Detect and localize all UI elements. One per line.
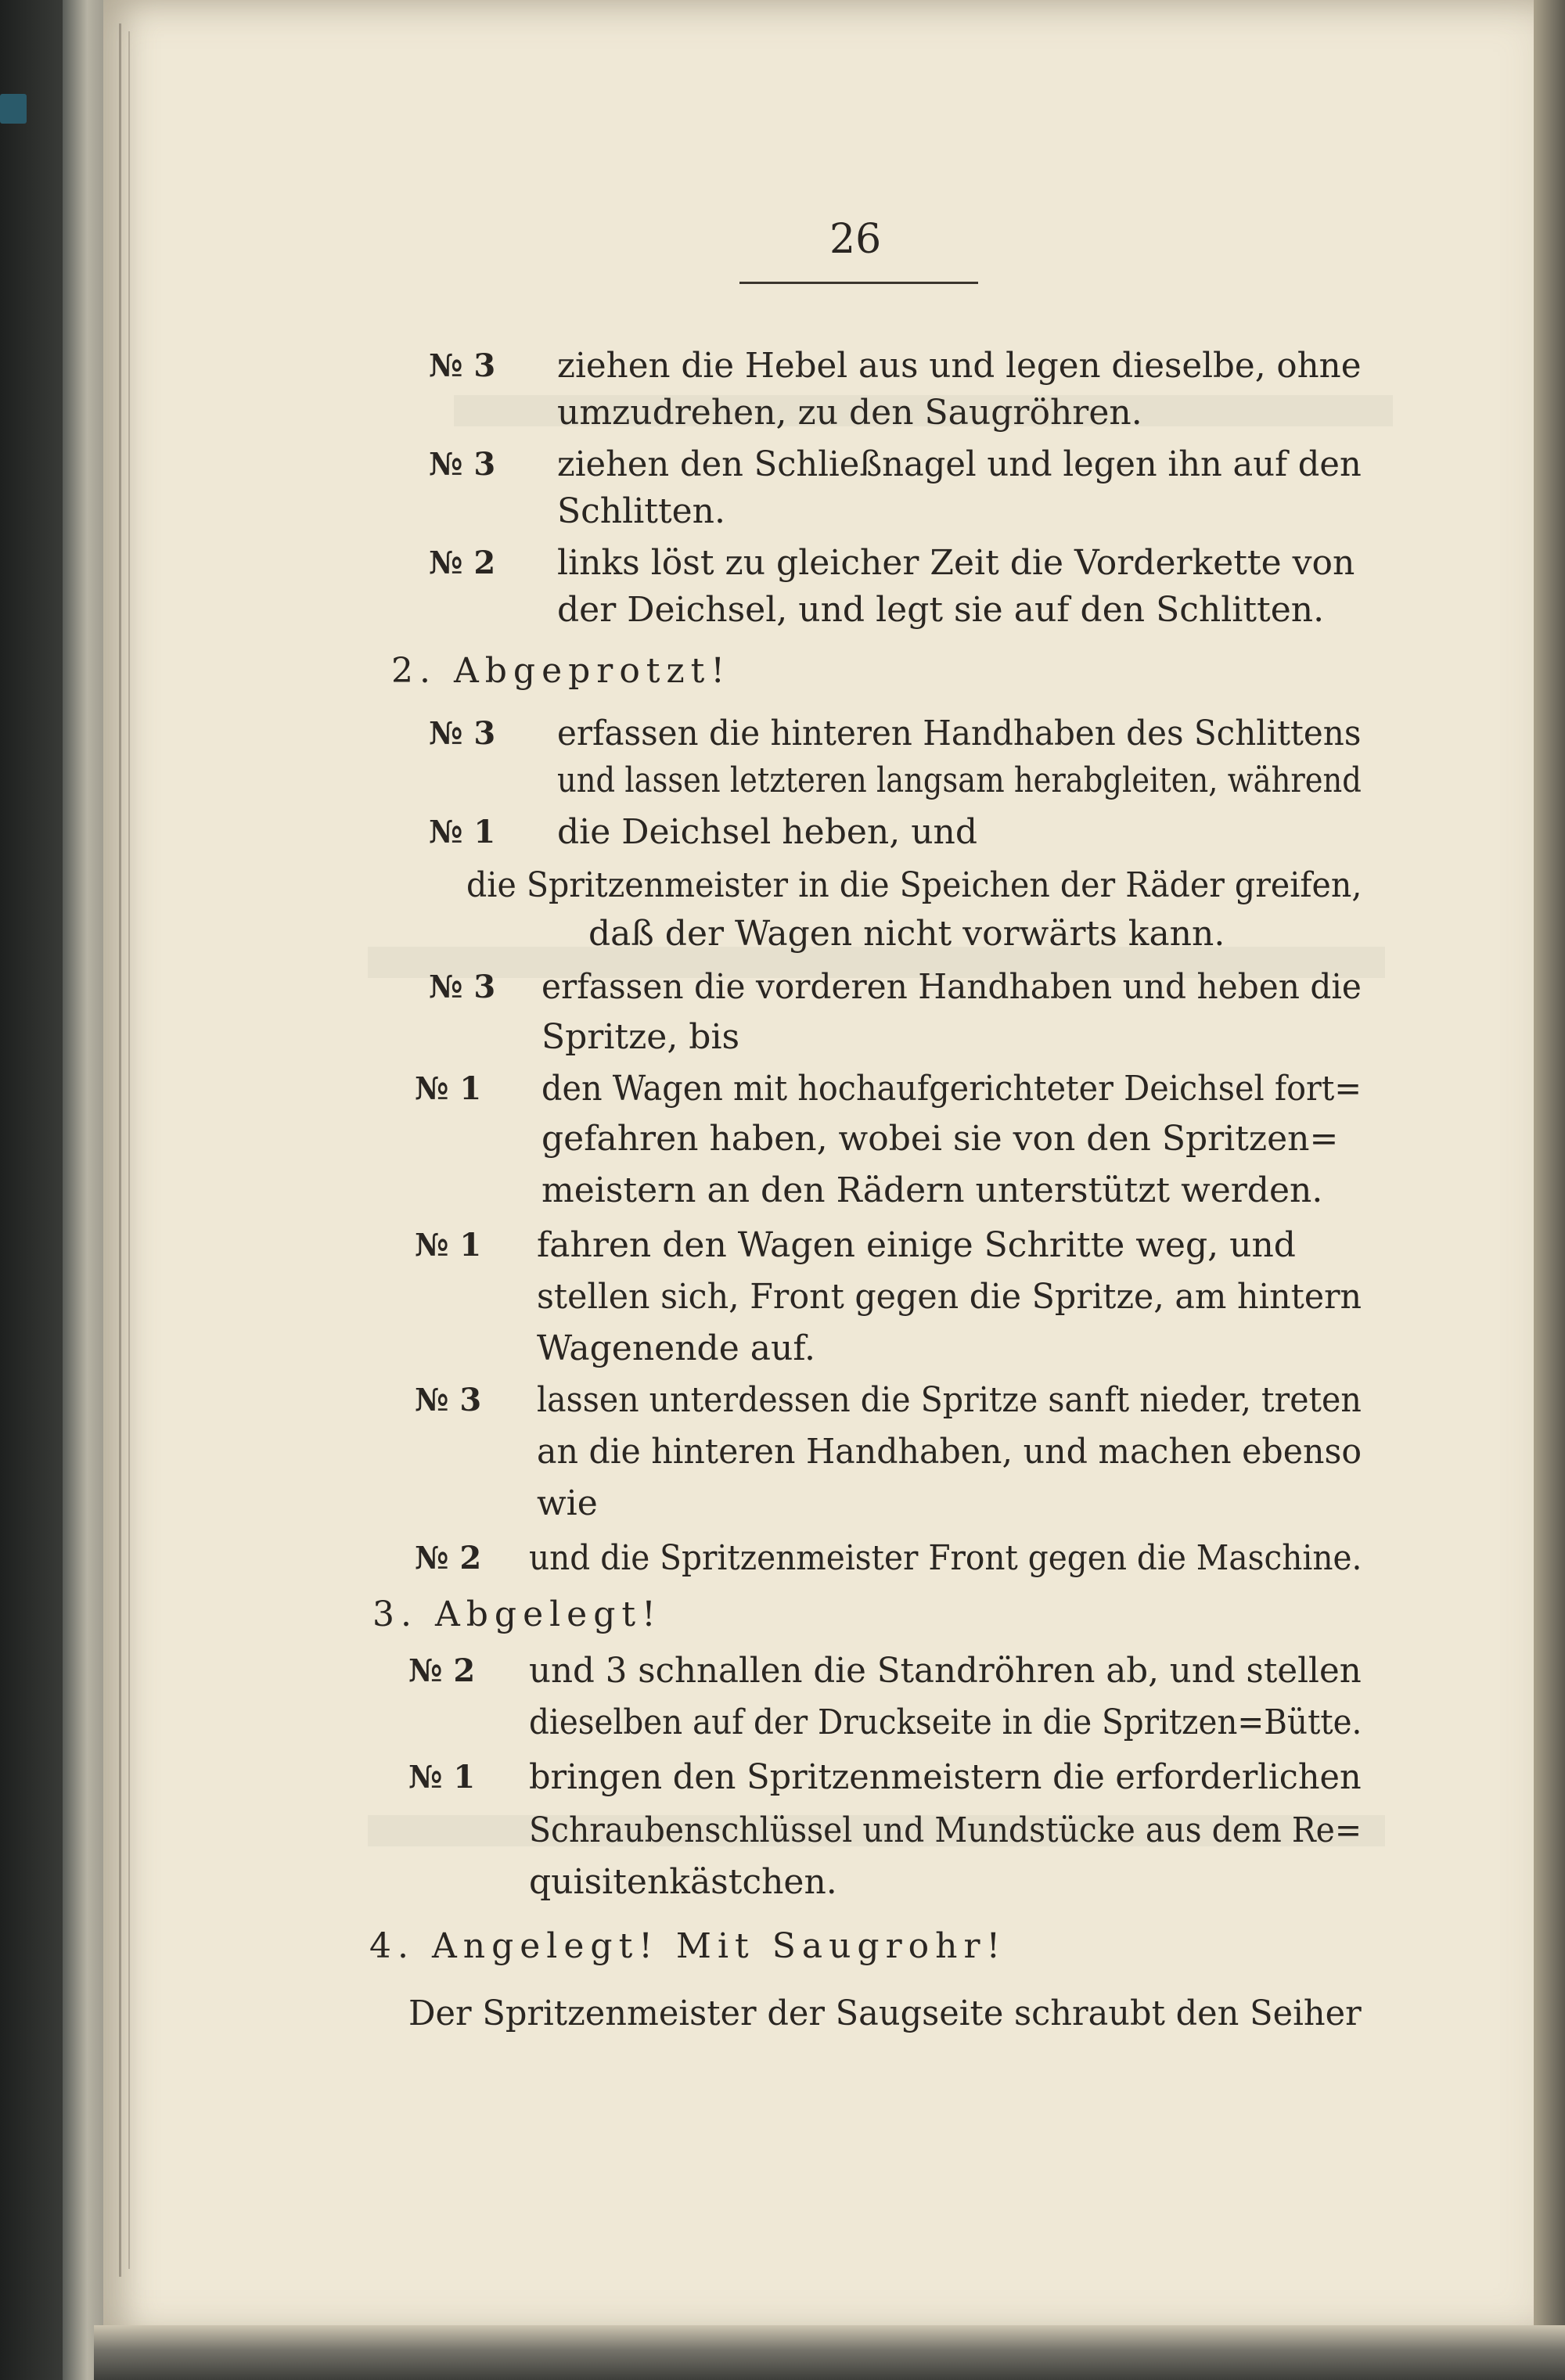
text-line: quisitenkästchen. [529, 1862, 837, 1902]
page-number: 26 [829, 216, 882, 263]
text-line: und lassen letzteren langsam herabgleiten, während [557, 760, 1362, 800]
text-line: meistern an den Rädern unterstützt werden. [541, 1170, 1323, 1210]
text-line: erfassen die vorderen Handhaben und heben die [541, 967, 1362, 1007]
text-line: dieselben auf der Druckseite in die Spritzen=Bütte. [529, 1702, 1362, 1742]
crew-number: № 3 [429, 715, 496, 752]
crew-number: № 1 [408, 1759, 476, 1796]
text-line: Schraubenschlüssel und Mundstücke aus dem Re= [529, 1810, 1362, 1850]
text-line: den Wagen mit hochaufgerichteter Deichsel fort= [541, 1069, 1362, 1109]
text-line: stellen sich, Front gegen die Spritze, am hintern [537, 1277, 1362, 1317]
crew-number: № 2 [429, 545, 496, 581]
text-line: umzudrehen, zu den Saugröhren. [557, 393, 1142, 433]
section-heading: 2. Abgeprotzt! [391, 651, 732, 691]
text-line: die Spritzenmeister in die Speichen der Räder greifen, [466, 865, 1362, 905]
crew-number: № 1 [429, 814, 496, 850]
crew-number: № 3 [429, 969, 496, 1005]
text-line: die Deichsel heben, und [557, 812, 978, 852]
crew-number: № 3 [415, 1382, 482, 1418]
text-line: bringen den Spritzenmeistern die erforderlichen [529, 1757, 1362, 1797]
crew-number: № 2 [415, 1540, 482, 1576]
text-line: Wagenende auf. [537, 1328, 816, 1368]
text-line: und die Spritzenmeister Front gegen die Maschine. [529, 1538, 1362, 1578]
text-line: an die hinteren Handhaben, und machen ebenso [537, 1432, 1362, 1472]
text-line: lassen unterdessen die Spritze sanft nieder, treten [537, 1380, 1362, 1420]
text-line: Der Spritzenmeister der Saugseite schraubt den Seiher [408, 1994, 1362, 2033]
section-heading: 3. Abgelegt! [372, 1594, 662, 1634]
text-line: und 3 schnallen die Standröhren ab, und stellen [529, 1651, 1362, 1691]
crew-number: № 3 [429, 347, 496, 384]
text-line: Spritze, bis [541, 1017, 740, 1057]
text-line: ziehen den Schließnagel und legen ihn auf den [557, 444, 1362, 484]
crew-number: № 3 [429, 446, 496, 483]
text-line: Schlitten. [557, 491, 725, 531]
text-line: fahren den Wagen einige Schritte weg, und [537, 1225, 1296, 1265]
crew-number: № 2 [408, 1652, 476, 1689]
text-line: gefahren haben, wobei sie von den Spritzen= [541, 1119, 1339, 1159]
text-line: erfassen die hinteren Handhaben des Schlittens [557, 714, 1362, 753]
text-line: wie [537, 1483, 598, 1523]
header-rule [739, 282, 978, 284]
text-line: daß der Wagen nicht vorwärts kann. [588, 914, 1225, 954]
crew-number: № 1 [415, 1070, 482, 1107]
text-line: der Deichsel, und legt sie auf den Schlitten. [557, 590, 1325, 630]
text-line: links löst zu gleicher Zeit die Vorderkette von [557, 543, 1355, 583]
crew-number: № 1 [415, 1227, 482, 1264]
section-heading: 4. Angelegt! Mit Saugrohr! [369, 1926, 1007, 1966]
text-line: ziehen die Hebel aus und legen dieselbe, ohne [557, 346, 1362, 386]
